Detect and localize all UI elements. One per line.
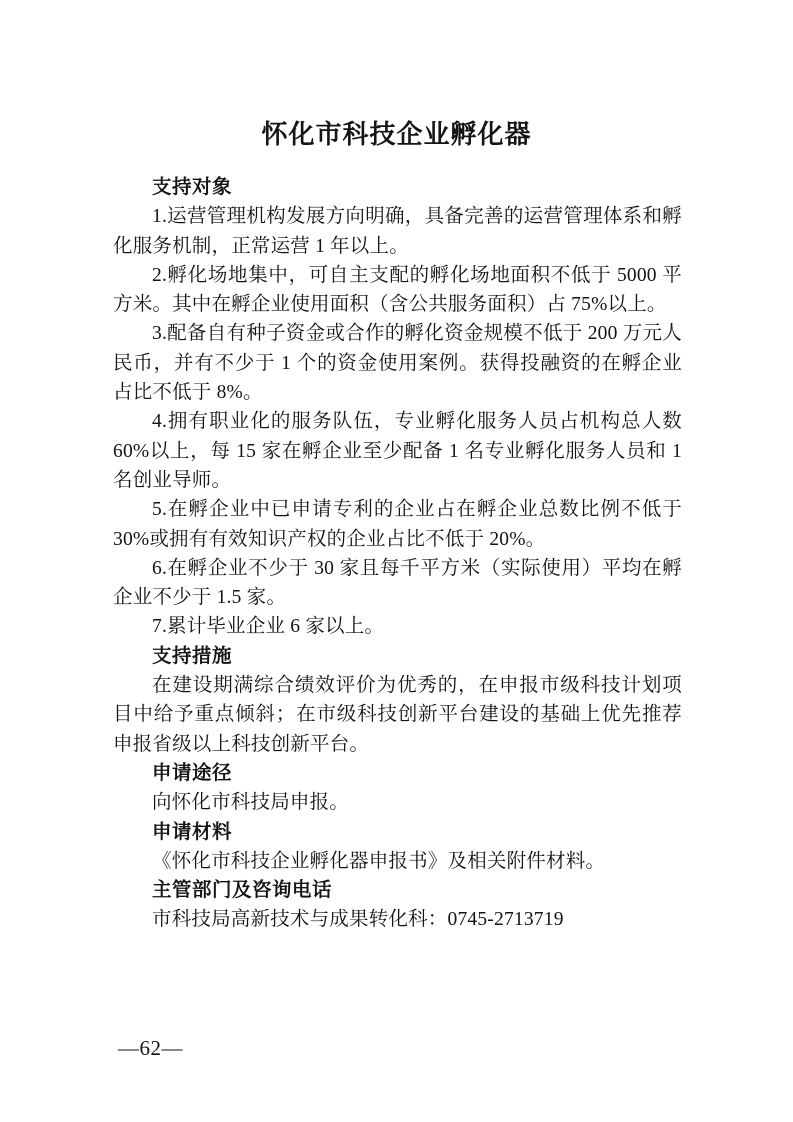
para-condition-3: 3.配备自有种子资金或合作的孵化资金规模不低于 200 万元人民币，并有不少于 1 个的资金使用案例。获得投融资的在孵企业占比不低于 8%。 — [113, 323, 682, 404]
document-title: 怀化市科技企业孵化器 — [261, 120, 532, 150]
para-condition-5: 5.在孵企业中已申请专利的企业占在孵企业总数比例不低于 30%或拥有有效知识产权的企业占比不低于 20%。 — [113, 499, 682, 550]
section-heading-contact: 主管部门及咨询电话 — [152, 879, 333, 902]
section-heading-support-measures: 支持措施 — [152, 644, 233, 667]
page-number: —62— — [118, 1036, 183, 1060]
document-body — [113, 173, 682, 935]
para-condition-1: 1.运营管理机构发展方向明确，具备完善的运营管理体系和孵化服务机制，正常运营 1 年以上。 — [113, 206, 682, 257]
para-contact-phone: 市科技局高新技术与成果转化科：0745-2713719 — [152, 909, 564, 931]
section-heading-application-materials: 申请材料 — [152, 820, 233, 843]
para-support-measures: 在建设期满综合绩效评价为优秀的，在申报市级科技计划项目中给予重点倾斜；在市级科技创新平台建设的基础上优先推荐申报省级以上科技创新平台。 — [113, 675, 682, 755]
section-heading-support-targets: 支持对象 — [152, 176, 233, 198]
section-heading-application-channel: 申请途径 — [152, 761, 233, 784]
para-application-channel: 向怀化市科技局申报。 — [152, 792, 350, 814]
para-condition-7: 7.累计毕业企业 6 家以上。 — [152, 616, 385, 638]
para-condition-4: 4.拥有职业化的服务队伍，专业孵化服务人员占机构总人数 60%以上，每 15 家在孵企业至少配备 1 名专业孵化服务人员和 1 名创业导师。 — [113, 411, 682, 491]
para-application-materials: 《怀化市科技企业孵化器申报书》及相关附件材料。 — [152, 850, 606, 872]
para-condition-6: 6.在孵企业不少于 30 家且每千平方米（实际使用）平均在孵企业不少于 1.5 家。 — [113, 557, 682, 609]
para-condition-2: 2.孵化场地集中，可自主支配的孵化场地面积不低于 5000 平方米。其中在孵企业使用面积（含公共服务面积）占 75%以上。 — [113, 264, 682, 316]
